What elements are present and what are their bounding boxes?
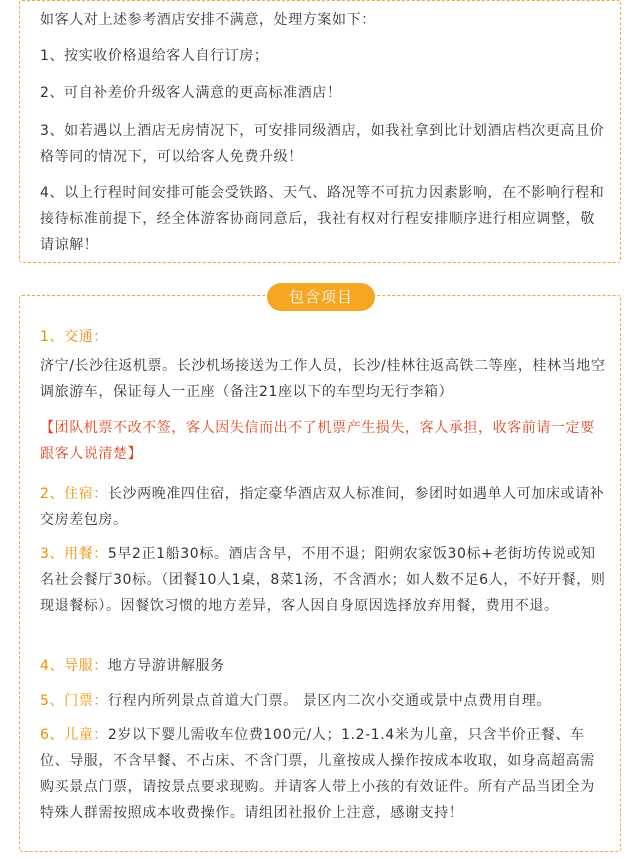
notes-item-3: 3、如若遇以上酒店无房情况下，可安排同级酒店，如我社拿到比计划酒店档次更高且价格等同的情况下，可以给客人免费升级！: [40, 123, 605, 165]
meal-item: [40, 541, 606, 619]
section-title-badge: 包含项目: [267, 283, 375, 311]
guide-heading: 4、导服：: [40, 658, 108, 674]
child-item: [40, 722, 606, 826]
meal-heading: 3、用餐：: [40, 546, 108, 562]
child-heading: 6、儿童：: [40, 727, 108, 743]
notes-intro: 如客人对上述参考酒店安排不满意，处理方案如下：: [40, 12, 376, 28]
transport-heading: 1、交通：: [40, 329, 108, 345]
included-items-panel: [19, 288, 621, 852]
ticket-item: [40, 688, 606, 714]
meal-text: 5早2正1船30标。酒店含早，不用不退；阳朔农家饭30标+老街坊传说或知名社会餐厅30标。（团餐10人1桌，8菜1汤，不含酒水；如人数不足6人，不好开餐，则现退餐标）。因餐饮习惯的地方差异，客人因自身原因选择放弃用餐，费用不退。: [40, 546, 606, 614]
hotel-text: 长沙两晚准四住宿，指定豪华酒店双人标准间，参团时如遇单人可加床或请补交房差包房。: [40, 486, 605, 528]
hotel-notes-panel: [19, 0, 621, 263]
guide-item: [40, 653, 606, 679]
transport-text: 济宁/长沙往返机票。长沙机场接送为工作人员，长沙/桂林往返高铁二等座，桂林当地空调旅游车，保证每人一正座（备注21座以下的车型均无行李箱）: [40, 358, 606, 400]
transport-warning: 【团队机票不改不签，客人因失信而出不了机票产生损失，客人承担，收客前请一定要跟客人说清楚】: [40, 420, 595, 462]
guide-text: 地方导游讲解服务: [107, 658, 225, 674]
notes-item-2: 2、可自补差价升级客人满意的更高标准酒店！: [40, 85, 342, 101]
child-text: 2岁以下婴儿需收车位费100元/人；1.2-1.4米为儿童，只含半价正餐、车位、导服，不含早餐、不占床、不含门票，儿童按成人操作按成本收取，如身高超高需购买景点门票，请按景点要求现购。并请客人带上小孩的有效证件。所有产品当团全为特殊人群需按照成本收费操作。请组团社报价上注意，感谢支持！: [40, 727, 595, 821]
hotel-heading: 2、住宿：: [40, 486, 108, 502]
notes-item-1: 1、按实收价格退给客人自行订房；: [40, 48, 269, 64]
notes-item-4: 4、以上行程时间安排可能会受铁路、天气、路况等不可抗力因素影响，在不影响行程和接待标准前提下，经全体游客协商同意后，我社有权对行程安排顺序进行相应调整，敬请谅解！: [40, 185, 605, 253]
hotel-item: [40, 481, 606, 533]
ticket-text: 行程内所列景点首道大门票。 景区内二次小交通或景中点费用自理。: [107, 693, 551, 709]
ticket-heading: 5、门票：: [40, 693, 108, 709]
